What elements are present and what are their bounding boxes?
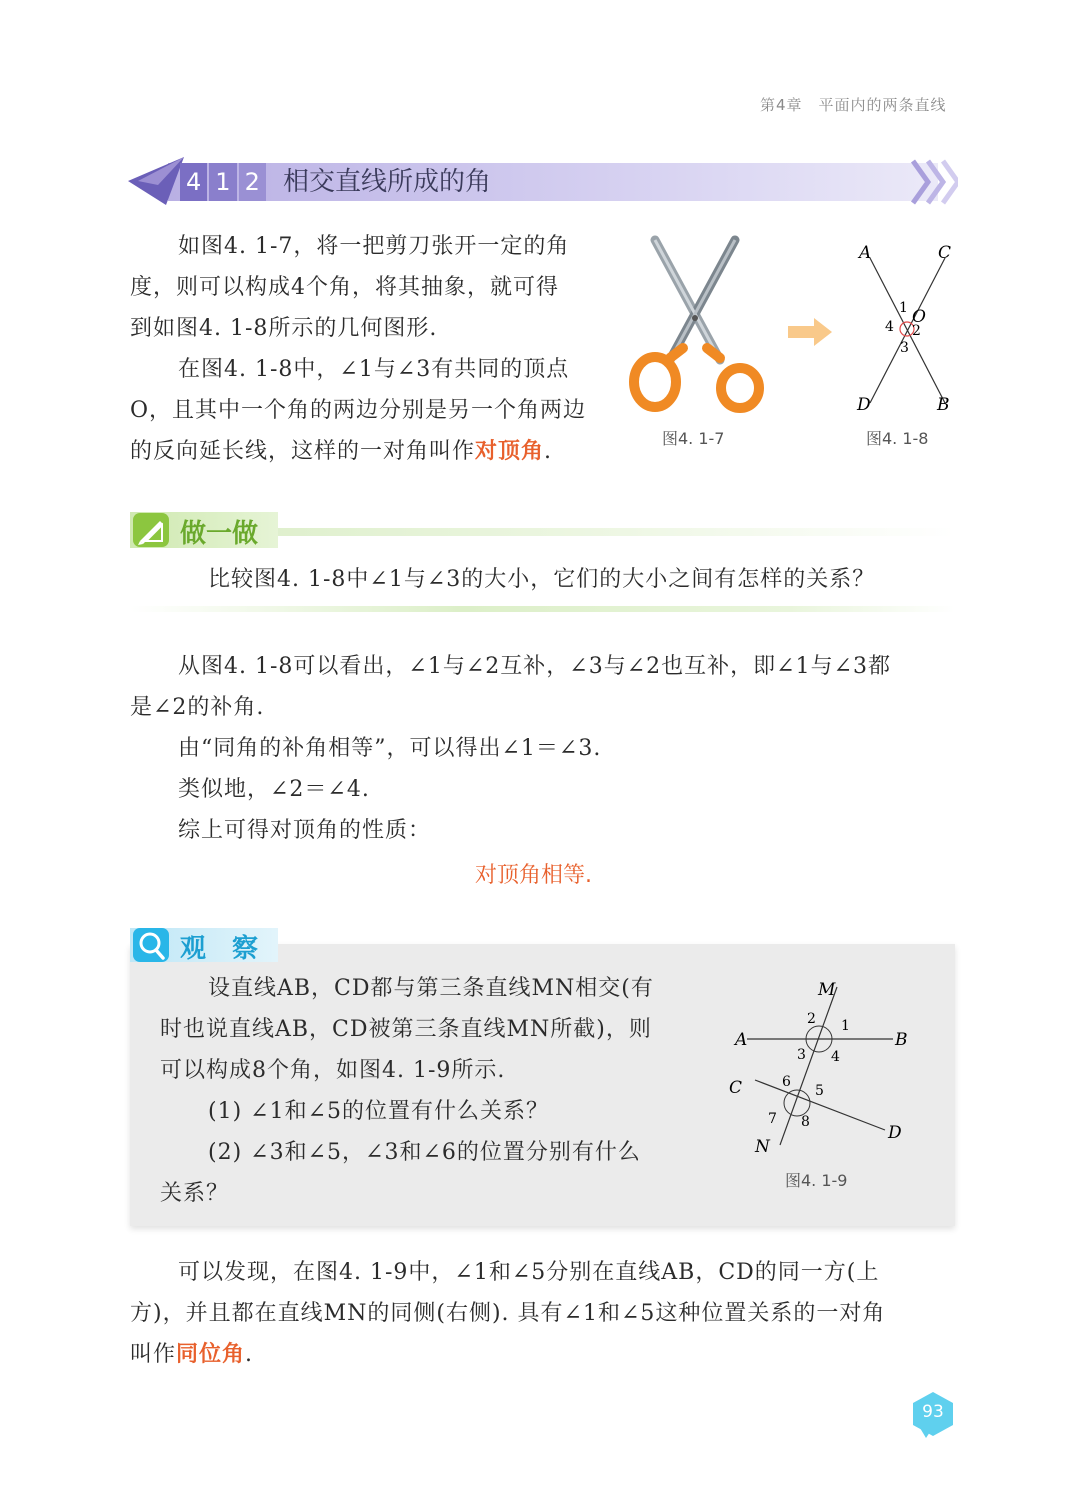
point-label: A [859, 243, 872, 263]
section-number-part: 2 [239, 163, 266, 201]
point-label: C [729, 1078, 743, 1098]
point-label: N [755, 1137, 770, 1157]
figure-caption: 图4. 1-7 [662, 429, 725, 448]
point-label: D [888, 1123, 902, 1143]
figure-caption: 图4. 1-8 [866, 429, 929, 448]
reasoning-line: 从图4. 1-8可以看出，∠1与∠2互补，∠3与∠2也互补，即∠1与∠3都 [178, 654, 891, 679]
section-number-part: 1 [209, 163, 236, 201]
arrow-right-icon [788, 318, 834, 346]
activity-title: 做一做 [180, 519, 259, 549]
angle-label: 6 [782, 1074, 791, 1090]
angle-label: 5 [815, 1083, 824, 1099]
angle-label: 3 [900, 340, 909, 356]
section-number-part: 4 [180, 163, 207, 201]
section-number [180, 163, 266, 201]
term-vertical-angles: 对顶角 [475, 439, 545, 464]
observe-line: 可以构成8个角，如图4. 1-9所示. [160, 1058, 506, 1083]
angle-label: 7 [768, 1111, 777, 1127]
conclusion-line: 方)，并且都在直线MN的同侧(右侧). 具有∠1和∠5这种位置关系的一对角 [130, 1301, 886, 1326]
reasoning-line: 由“同角的补角相等”，可以得出∠1＝∠3. [178, 736, 602, 761]
observe-question-2: (2) ∠3和∠5，∠3和∠6的位置分别有什么 [208, 1140, 641, 1165]
intro-text [130, 226, 605, 472]
reasoning-line: 是∠2的补角. [130, 695, 265, 720]
running-header: 第4章 平面内的两条直线 [760, 96, 947, 114]
angle-label: 4 [831, 1049, 840, 1065]
intro-line: 的反向延长线，这样的一对角叫作对顶角. [130, 439, 553, 464]
page-number: 93 [922, 1402, 944, 1422]
conclusion-line: 可以发现，在图4. 1-9中，∠1和∠5分别在直线AB，CD的同一方(上 [178, 1260, 880, 1285]
point-label: B [895, 1030, 908, 1050]
angle-label: 4 [885, 319, 894, 335]
intro-line: 如图4. 1-7，将一把剪刀张开一定的角 [178, 234, 570, 259]
vertical-angles-figure [845, 238, 965, 423]
figure-caption: 图4. 1-9 [785, 1171, 848, 1190]
activity-question: 比较图4. 1-8中∠1与∠3的大小，它们的大小之间有怎样的关系？ [208, 567, 876, 592]
reasoning-line: 类似地，∠2＝∠4. [178, 777, 370, 802]
conclusion-line: 叫作同位角. [130, 1342, 254, 1367]
observe-line: 时也说直线AB，CD被第三条直线MN所截)，则 [160, 1017, 652, 1042]
observe-line: 关系？ [160, 1181, 230, 1206]
section-banner [128, 155, 958, 211]
angle-label: 3 [797, 1047, 806, 1063]
reasoning-text [130, 646, 955, 851]
point-label: C [938, 243, 952, 263]
angle-label: 1 [841, 1018, 850, 1034]
angle-label: 2 [807, 1011, 816, 1027]
point-label: O [912, 307, 926, 327]
magnifier-icon [132, 927, 170, 963]
vertical-angles-property: 对顶角相等. [475, 863, 592, 888]
intro-line: 度，则可以构成4个角，将其抽象，就可得 [130, 275, 559, 300]
observe-line: 设直线AB，CD都与第三条直线MN相交(有 [208, 976, 654, 1001]
page-number-badge [910, 1390, 956, 1440]
conclusion-text [130, 1252, 955, 1375]
angle-label: 8 [801, 1114, 810, 1130]
reasoning-line: 综上可得对顶角的性质： [178, 818, 432, 843]
angle-label: 2 [912, 323, 921, 339]
section-title: 相交直线所成的角 [283, 167, 492, 197]
point-label: D [857, 395, 871, 415]
transversal-figure [725, 975, 925, 1170]
activity-header [130, 510, 955, 550]
intro-line: 在图4. 1-8中，∠1与∠3有共同的顶点 [178, 357, 570, 382]
pencil-ruler-icon [132, 512, 170, 548]
point-label: M [818, 980, 836, 1000]
activity-divider [130, 606, 955, 612]
scissors-figure [625, 230, 775, 420]
observe-header [130, 924, 280, 964]
point-label: B [937, 395, 950, 415]
point-label: A [735, 1030, 748, 1050]
angle-label: 1 [899, 300, 908, 316]
observe-question-1: (1) ∠1和∠5的位置有什么关系？ [208, 1099, 550, 1124]
observe-text [160, 968, 690, 1214]
intro-line: 到如图4. 1-8所示的几何图形. [130, 316, 438, 341]
intro-line: O，且其中一个角的两边分别是另一个角两边 [130, 398, 587, 423]
term-corresponding-angles: 同位角 [176, 1342, 246, 1367]
observe-title: 观 察 [180, 934, 259, 964]
